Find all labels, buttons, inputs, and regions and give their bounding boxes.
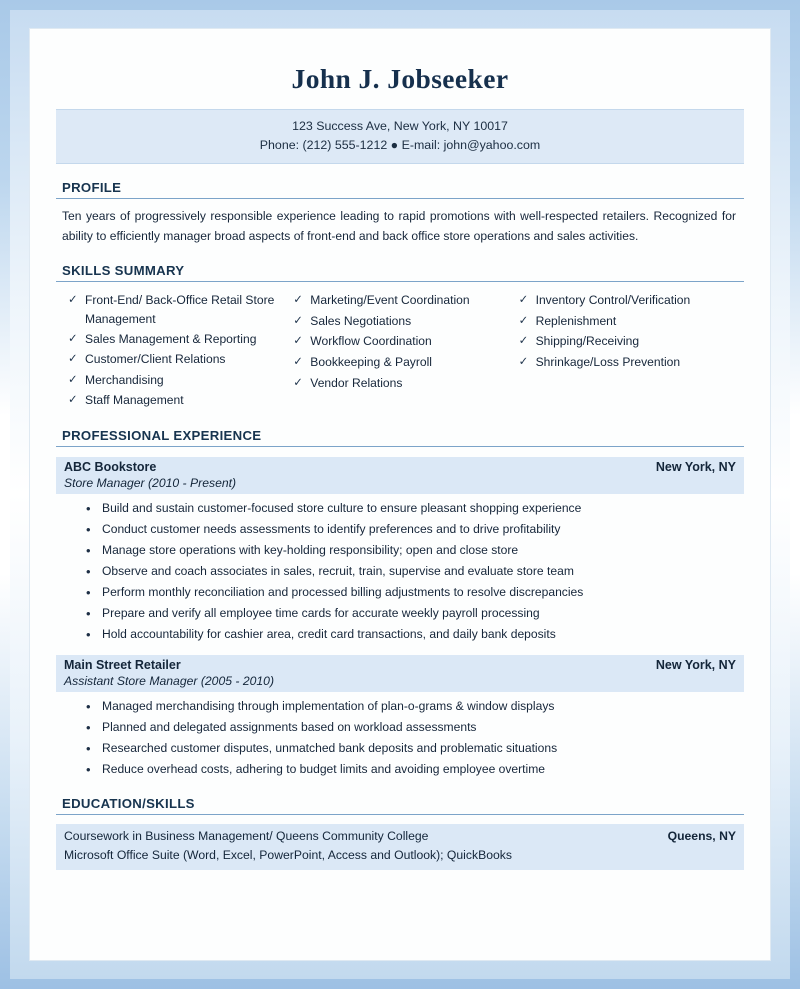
job-header [56, 457, 744, 476]
skill-label: Merchandising [85, 372, 164, 387]
list-item: • Conduct customer needs assessments to identify preferences and to drive profitability [86, 520, 742, 540]
list-item: • Prepare and verify all employee time cards for accurate weekly payroll processing [86, 604, 742, 624]
skill-label: Front-End/ Back-Office Retail Store Management [85, 293, 275, 327]
check-icon: ✓ [518, 294, 529, 307]
skill-label: Marketing/Event Coordination [310, 293, 470, 308]
skills-columns [56, 282, 744, 412]
list-item [293, 291, 508, 311]
education-text: Microsoft Office Suite (Word, Excel, PowerPoint, Access and Outlook); QuickBooks [64, 848, 512, 863]
skill-label: Shipping/Receiving [535, 334, 640, 349]
skill-label: Replenishment [535, 313, 617, 328]
check-icon: ✓ [68, 332, 78, 345]
employer-name: Main Street Retailer [64, 658, 181, 673]
list-item: • Observe and coach associates in sales, recruit, train, supervise and evaluate store team [86, 562, 742, 582]
check-icon: ✓ [68, 373, 78, 386]
check-icon: ✓ [68, 353, 78, 366]
list-item: • Hold accountability for cashier area, credit card transactions, and daily bank deposits [86, 625, 742, 645]
list-item [293, 353, 508, 373]
list-item: • Managed merchandising through implementation of plan-o-grams & window displays [86, 697, 742, 717]
job-title-dates: Assistant Store Manager (2005 - 2010) [56, 674, 744, 692]
education-band [56, 824, 744, 870]
section-profile [56, 180, 744, 247]
check-icon: ✓ [68, 294, 78, 307]
job-bullet-list [56, 499, 744, 645]
list-item [68, 391, 283, 411]
address-line: 123 Success Ave, New York, NY 10017 [292, 119, 508, 133]
list-item: • Perform monthly reconciliation and processed billing adjustments to resolve discrepancies [86, 583, 742, 603]
profile-paragraph: Ten years of progressively responsible experience leading to rapid promotions with well-respected retailers. Recognized for ability to efficiently manager broad aspects of front-end and back office store operations and sales activities. [62, 209, 736, 244]
resume-document [30, 29, 770, 960]
section-heading-experience: PROFESSIONAL EXPERIENCE [56, 428, 744, 447]
phone-email-line: Phone: (212) 555-1212 ● E-mail: john@yahoo.com [259, 138, 541, 153]
skills-column-3 [519, 291, 744, 412]
section-skills-summary [56, 263, 744, 412]
check-icon: ✓ [293, 355, 303, 368]
employer-name: ABC Bookstore [64, 460, 157, 474]
list-item: • Build and sustain customer-focused store culture to ensure pleasant shopping experience [86, 499, 742, 519]
section-heading-profile: PROFILE [56, 180, 744, 199]
check-icon: ✓ [293, 335, 303, 348]
job-header [56, 655, 744, 674]
list-item [519, 353, 734, 373]
education-location: Queens, NY [667, 828, 736, 843]
contact-info-band [56, 109, 744, 164]
experience-entry-2 [56, 655, 744, 780]
list-item [293, 312, 508, 332]
list-item: • Researched customer disputes, unmatched bank deposits and problematic situations [86, 739, 742, 759]
skill-label: Staff Management [85, 393, 184, 408]
check-icon: ✓ [68, 394, 78, 407]
check-icon: ✓ [293, 376, 303, 389]
check-icon: ✓ [293, 294, 303, 307]
list-item [293, 332, 508, 352]
list-item [519, 312, 734, 332]
list-item [68, 371, 283, 391]
list-item: • Manage store operations with key-holding responsibility; open and close store [86, 541, 742, 561]
job-location: New York, NY [655, 460, 736, 474]
list-item [519, 332, 734, 352]
skills-column-1 [68, 291, 293, 412]
section-professional-experience [56, 428, 744, 780]
skill-label: Inventory Control/Verification [535, 293, 691, 308]
job-bullet-list [56, 697, 744, 780]
check-icon: ✓ [293, 314, 303, 327]
check-icon: ✓ [518, 335, 529, 348]
education-row [64, 827, 736, 847]
skill-label: Customer/Client Relations [85, 352, 226, 367]
skill-label: Vendor Relations [310, 375, 403, 390]
education-text: Coursework in Business Management/ Queens Community College [64, 828, 429, 843]
list-item [68, 291, 283, 328]
list-item [68, 330, 283, 350]
skill-label: Bookkeeping & Payroll [310, 354, 432, 369]
education-row [64, 846, 736, 866]
skills-column-2 [293, 291, 518, 412]
list-item: • Reduce overhead costs, adhering to budget limits and avoiding employee overtime [86, 760, 742, 780]
list-item: • Planned and delegated assignments based on workload assessments [86, 718, 742, 738]
section-heading-education: EDUCATION/SKILLS [56, 796, 744, 815]
experience-entry-1 [56, 457, 744, 645]
section-heading-skills-summary: SKILLS SUMMARY [56, 263, 744, 282]
check-icon: ✓ [518, 355, 529, 368]
skill-label: Sales Management & Reporting [85, 331, 257, 346]
check-icon: ✓ [518, 314, 529, 327]
skill-label: Workflow Coordination [310, 334, 432, 349]
section-education-skills [56, 796, 744, 870]
skill-label: Shrinkage/Loss Prevention [535, 354, 681, 369]
job-location: New York, NY [655, 658, 736, 673]
page-title: John J. Jobseeker [291, 63, 509, 94]
skill-label: Sales Negotiations [310, 313, 412, 328]
list-item [519, 291, 734, 311]
list-item [68, 350, 283, 370]
list-item [293, 374, 508, 394]
job-title-dates: Store Manager (2010 - Present) [56, 476, 744, 494]
